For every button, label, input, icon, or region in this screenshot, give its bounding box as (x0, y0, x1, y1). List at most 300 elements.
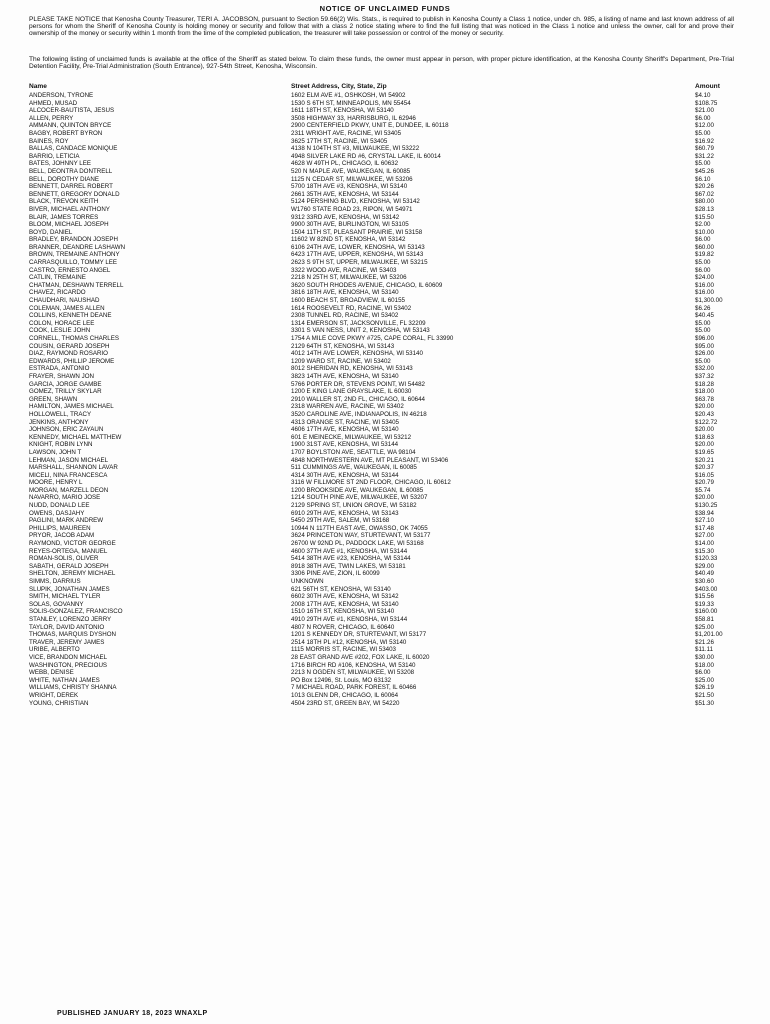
claimant-address: 2900 CENTERFIELD PKWY, UNIT E, DUNDEE, IL 60118 (291, 122, 449, 130)
claimant-name: COLLINS, KENNETH DEANE (29, 312, 112, 320)
table-row (29, 548, 749, 556)
claimant-address: 6602 30TH AVE, KENOSHA, WI 53142 (291, 593, 399, 601)
claim-amount: $122.72 (695, 418, 718, 426)
claimant-address: 1314 EMERSON ST, JACKSONVILLE, FL 32209 (291, 319, 426, 327)
table-row (29, 684, 749, 692)
claimant-name: SOLIS-GONZALEZ, FRANCISCO (29, 608, 123, 616)
table-row (29, 312, 749, 320)
claimant-name: HOLLOWELL, TRACY (29, 410, 92, 418)
claim-amount: $5.00 (695, 259, 711, 267)
claim-amount: $14.00 (695, 540, 714, 548)
claimant-name: CATLIN, TREMAINE (29, 274, 86, 282)
claim-amount: $16.00 (695, 281, 714, 289)
claim-amount: $16.00 (695, 289, 714, 297)
claimant-address: UNKNOWN (291, 578, 324, 585)
claimant-address: 2311 WRIGHT AVE, RACINE, WI 53405 (291, 129, 402, 137)
claimant-name: CASTRO, ERNESTO ANGEL (29, 266, 111, 274)
claimant-address: 2213 N OGDEN ST, MILWAUKEE, WI 53208 (291, 669, 415, 677)
claimant-name: BLACK, TREVON KEITH (29, 198, 99, 206)
claimant-address: 4628 W 49TH PL, CHICAGO, IL 60632 (291, 160, 399, 168)
claimant-name: NUDD, DONALD LEE (29, 502, 90, 510)
table-row (29, 358, 749, 366)
table-row (29, 145, 749, 153)
claimant-name: BOYD, DANIEL (29, 228, 73, 236)
claim-amount: $25.00 (695, 676, 714, 684)
claimant-name: CHATMAN, DESHAWN TERRELL (29, 281, 124, 289)
claimant-address: 4807 N ROVER, CHICAGO, IL 60640 (291, 623, 395, 631)
claimant-name: THOMAS, MARQUIS DYSHON (29, 631, 116, 639)
claim-amount: $403.00 (695, 585, 718, 593)
claimant-name: RAYMOND, VICTOR GEORGE (29, 540, 116, 548)
claimant-address: 3301 S VAN NESS, UNIT 2, KENOSHA, WI 53143 (291, 327, 430, 335)
claimant-address: 601 E MEINECKE, MILWAUKEE, WI 53212 (291, 433, 412, 441)
claimant-address: 1510 16TH ST, KENOSHA, WI 53140 (291, 608, 395, 616)
claimant-name: KNIGHT, ROBIN LYNN (29, 441, 93, 449)
claimant-address: 4606 17TH AVE, KENOSHA, WI 53140 (291, 426, 399, 434)
claim-amount: $5.00 (695, 327, 711, 335)
claim-amount: $18.63 (695, 433, 714, 441)
claim-amount: $24.00 (695, 274, 714, 282)
claimant-address: 1214 SOUTH PINE AVE, MILWAUKEE, WI 53207 (291, 494, 428, 502)
claimant-name: ROMAN-SOLIS, OLIVER (29, 555, 99, 563)
table-row (29, 510, 749, 518)
claimant-name: WILLIAMS, CHRISTY SHANNA (29, 684, 117, 692)
claimant-name: BRANNER, DEANDRE LASHAWN (29, 243, 126, 251)
claimant-name: REYES-ORTEGA, MANUEL (29, 547, 108, 555)
claimant-name: MARSHALL, SHANNON LAVAR (29, 464, 118, 472)
table-row (29, 608, 749, 616)
claimant-name: JOHNSON, ERIC ZAYAUN (29, 426, 104, 434)
table-row (29, 138, 749, 146)
claimant-address: 2318 WARREN AVE, RACINE, WI 53402 (291, 403, 404, 411)
claimant-name: LAWSON, JOHN T (29, 448, 82, 456)
intro-paragraph: PLEASE TAKE NOTICE that Kenosha County Treasurer, TERI A. JACOBSON, pursuant to Section 59.66(2) Wis. Stats., is required to publish in Kenosha County a Class 1 notice, under ch. 985, a listing of name and last known address of all persons for whom the Sheriff of Kenosha County is holding money or security and follow that with a class 2 notice stating where to find the full listing that was noticed in the Class 1 notice and unless the owner, call for and prove their ownership of the money or security within 1 month from the time of the completed publication, the treasurer will take possession or control of the money or security. (29, 16, 734, 38)
claimant-name: URIBE, ALBERTO (29, 646, 80, 654)
table-row (29, 214, 749, 222)
table-row (29, 669, 749, 677)
notice-title: NOTICE OF UNCLAIMED FUNDS (319, 4, 451, 13)
claimant-address: 4910 29TH AVE #1, KENOSHA, WI 53144 (291, 615, 408, 623)
claim-amount: $5.00 (695, 160, 711, 168)
claim-amount: $18.00 (695, 661, 714, 669)
claim-amount: $5.74 (695, 486, 711, 494)
claimant-address: 8012 SHERIDAN RD, KENOSHA, WI 53143 (291, 365, 413, 373)
claim-amount: $28.13 (695, 205, 714, 213)
publication-footer: PUBLISHED JANUARY 18, 2023 WNAXLP (57, 1010, 208, 1017)
claimant-name: JENKINS, ANTHONY (29, 418, 89, 426)
claimant-name: BAINES, ROY (29, 137, 69, 145)
claimant-name: BARRIO, LETICIA (29, 152, 80, 160)
table-row (29, 267, 749, 275)
table-row (29, 176, 749, 184)
table-row (29, 700, 749, 708)
claimant-address: 1125 N CEDAR ST, MILWAUKEE, WI 53206 (291, 175, 413, 183)
claimant-name: BRADLEY, BRANDON JOSEPH (29, 236, 118, 244)
claimant-address: 4314 30TH AVE, KENOSHA, WI 53144 (291, 471, 399, 479)
table-row (29, 183, 749, 191)
table-row (29, 677, 749, 685)
table-row (29, 487, 749, 495)
claimant-name: SABATH, GERALD JOSEPH (29, 562, 109, 570)
claimant-name: AMMANN, QUINTON BRYCE (29, 122, 112, 130)
claimant-address: 3116 W FILLMORE ST 2ND FLOOR, CHICAGO, IL 60612 (291, 479, 451, 487)
claimant-address: 1013 GLENN DR, CHICAGO, IL 60064 (291, 691, 399, 699)
claim-amount: $21.50 (695, 691, 714, 699)
claim-amount: $20.43 (695, 410, 714, 418)
claimant-address: 3625 17TH ST, RACINE, WI 53405 (291, 137, 388, 145)
claimant-address: 4313 ORANGE ST, RACINE, WI 53405 (291, 418, 399, 426)
claim-amount: $80.00 (695, 198, 714, 206)
claimant-name: LEHMAN, JASON MICHAEL (29, 456, 109, 464)
claim-amount: $16.05 (695, 471, 714, 479)
claim-amount: $108.75 (695, 99, 718, 107)
claim-amount: $15.56 (695, 593, 714, 601)
claim-amount: $130.25 (695, 502, 718, 510)
claimant-address: 3620 SOUTH RHODES AVENUE, CHICAGO, IL 60609 (291, 281, 443, 289)
claimant-address: 3823 14TH AVE, KENOSHA, WI 53140 (291, 372, 399, 380)
claimant-address: 7 MICHAEL ROAD, PARK FOREST, IL 60466 (291, 684, 417, 692)
claimant-name: ALCOCER-BAUTISTA, JESUS (29, 107, 115, 115)
table-row (29, 92, 749, 100)
claimant-address: 1754 A MILE COVE PKWY #725, CAPE CORAL, FL 33990 (291, 335, 454, 342)
claimant-address: 11602 W 82ND ST, KENOSHA, WI 53142 (291, 236, 406, 244)
unclaimed-funds-list (29, 92, 749, 707)
table-row (29, 206, 749, 214)
claimant-name: SIMMS, DARRIUS (29, 578, 81, 585)
table-row (29, 434, 749, 442)
claim-amount: $96.00 (695, 335, 714, 342)
claimant-name: DIAZ, RAYMOND ROSARIO (29, 350, 108, 358)
claim-amount: $17.48 (695, 524, 714, 532)
claim-amount: $15.50 (695, 213, 714, 221)
claim-amount: $6.00 (695, 236, 711, 244)
claimant-address: 6910 29TH AVE, KENOSHA, WI 53143 (291, 509, 399, 517)
table-row (29, 646, 749, 654)
claim-amount: $20.00 (695, 441, 714, 449)
claim-amount: $6.10 (695, 175, 711, 183)
table-row (29, 107, 749, 115)
claim-amount: $30.60 (695, 578, 714, 585)
claim-amount: $6.00 (695, 114, 711, 122)
claimant-address: 1611 18TH ST, KENOSHA, WI 53140 (291, 107, 394, 115)
claimant-name: COOK, LESLIE JOHN (29, 327, 91, 335)
table-row (29, 593, 749, 601)
claim-amount: $40.49 (695, 570, 714, 578)
claimant-name: CARRASQUILLO, TOMMY LEE (29, 259, 118, 267)
claim-amount: $51.30 (695, 699, 714, 707)
claimant-address: 621 56TH ST, KENOSHA, WI 53140 (291, 585, 391, 593)
table-header (29, 83, 749, 91)
table-row (29, 191, 749, 199)
claim-amount: $20.37 (695, 464, 714, 472)
claim-amount: $19.33 (695, 600, 714, 608)
claimant-name: TRAVER, JEREMY JAMES (29, 638, 105, 646)
claimant-address: 3520 CAROLINE AVE, INDIANAPOLIS, IN 46218 (291, 410, 427, 418)
claimant-name: BELL, DEONTRA DONTRELL (29, 167, 113, 175)
table-row (29, 639, 749, 647)
claim-amount: $20.00 (695, 494, 714, 502)
table-row (29, 335, 749, 343)
claimant-name: BALLAS, CANDACE MONIQUE (29, 145, 118, 153)
claimant-name: COLEMAN, JAMES ALLEN (29, 304, 105, 312)
claim-amount: $60.00 (695, 243, 714, 251)
table-row (29, 411, 749, 419)
claim-amount: $6.00 (695, 669, 711, 677)
claimant-address: 28 EAST GRAND AVE #202, FOX LAKE, IL 60020 (291, 653, 430, 661)
claimant-name: GOMEZ, TRILLY SKYLAR (29, 388, 102, 396)
table-row (29, 517, 749, 525)
table-row (29, 274, 749, 282)
claimant-name: MOORE, HENRY L (29, 479, 83, 487)
claimant-name: ESTRADA, ANTONIO (29, 365, 90, 373)
table-row (29, 464, 749, 472)
claimant-address: 2129 64TH ST, KENOSHA, WI 53143 (291, 342, 395, 350)
table-row (29, 570, 749, 578)
claimant-address: 2008 17TH AVE, KENOSHA, WI 53140 (291, 600, 399, 608)
claimant-address: 2129 SPRING ST, UNION GROVE, WI 53182 (291, 502, 417, 510)
claimant-name: NAVARRO, MARIO JOSE (29, 494, 101, 502)
claimant-name: HAMILTON, JAMES MICHAEL (29, 403, 114, 411)
claimant-address: W1760 STATE ROAD 23, RIPON, WI 54971 (291, 205, 413, 213)
claim-amount: $20.26 (695, 183, 714, 191)
claimant-name: PRYOR, JACOB ADAM (29, 532, 95, 540)
claim-amount: $11.11 (695, 646, 714, 654)
table-row (29, 373, 749, 381)
claimant-address: 4138 N 104TH ST #3, MILWAUKEE, WI 53222 (291, 145, 420, 153)
claimant-name: BIVER, MICHAEL ANTHONY (29, 205, 110, 213)
claimant-address: 5766 PORTER DR, STEVENS POINT, WI 54482 (291, 380, 425, 388)
claimant-name: BENNETT, GREGORY DONALD (29, 190, 120, 198)
table-row (29, 130, 749, 138)
claimant-address: 3322 WOOD AVE, RACINE, WI 53403 (291, 266, 397, 274)
claimant-address: 1209 WARD ST, RACINE, WI 53402 (291, 357, 391, 365)
table-row (29, 365, 749, 373)
claimant-name: CHAUDHARI, NAUSHAD (29, 297, 100, 305)
claim-amount: $18.00 (695, 388, 714, 396)
claimant-name: BELL, DOROTHY DIANE (29, 175, 100, 183)
claim-amount: $60.79 (695, 145, 714, 153)
claimant-name: FRAYER, SHAWN JON (29, 372, 94, 380)
table-row (29, 229, 749, 237)
table-row (29, 244, 749, 252)
table-row (29, 624, 749, 632)
table-row (29, 100, 749, 108)
claim-amount: $30.00 (695, 653, 714, 661)
claim-amount: $6.26 (695, 304, 711, 312)
claimant-name: ANDERSON, TYRONE (29, 92, 94, 99)
claimant-name: TAYLOR, DAVID ANTONIO (29, 623, 105, 631)
claim-amount: $32.00 (695, 365, 714, 373)
claimant-name: SMITH, MICHAEL TYLER (29, 593, 101, 601)
table-row (29, 662, 749, 670)
claimant-address: 1602 ELM AVE #1, OSHKOSH, WI 54902 (291, 92, 406, 99)
table-row (29, 472, 749, 480)
claimant-address: 26700 W 92ND PL, PADDOCK LAKE, WI 53168 (291, 540, 424, 548)
claimant-name: PHILLIPS, MAUREEN (29, 524, 91, 532)
claim-amount: $10.00 (695, 228, 714, 236)
claim-amount: $5.00 (695, 357, 711, 365)
claimant-address: 1201 S KENNEDY DR, STURTEVANT, WI 53177 (291, 631, 427, 639)
claim-amount: $16.92 (695, 137, 714, 145)
table-row (29, 221, 749, 229)
claimant-address: 1707 BOYLSTON AVE, SEATTLE, WA 98104 (291, 448, 416, 456)
claim-amount: $37.32 (695, 372, 714, 380)
claimant-name: SOLAS, GOVANNY (29, 600, 84, 608)
table-row (29, 525, 749, 533)
claimant-name: ALLEN, PERRY (29, 114, 74, 122)
claimant-name: MICELI, NINA FRANCESCA (29, 471, 108, 479)
table-row (29, 457, 749, 465)
address-column-header: Street Address, City, State, Zip (291, 83, 387, 90)
claimant-name: MORGAN, MARZELL DEON (29, 486, 109, 494)
claimant-address: 6423 17TH AVE, UPPER, KENOSHA, WI 53143 (291, 251, 424, 259)
claimant-address: 4012 14TH AVE LOWER, KENOSHA, WI 53140 (291, 350, 423, 358)
claim-amount: $21.26 (695, 638, 714, 646)
table-row (29, 168, 749, 176)
claim-amount: $6.00 (695, 266, 711, 274)
claim-amount: $20.00 (695, 426, 714, 434)
claimant-name: BLAIR, JAMES TORRES (29, 213, 99, 221)
table-row (29, 654, 749, 662)
claimant-name: GREEN, SHAWN (29, 395, 78, 403)
table-row (29, 320, 749, 328)
claim-amount: $26.19 (695, 684, 714, 692)
claimant-name: PAGLINI, MARK ANDREW (29, 517, 104, 525)
claimant-address: 1200 BROOKSIDE AVE, WAUKEGAN, IL 60085 (291, 486, 424, 494)
table-row (29, 631, 749, 639)
claimant-address: 1716 BIRCH RD #106, KENOSHA, WI 53140 (291, 661, 416, 669)
claimant-name: CHAVEZ, RICARDO (29, 289, 86, 297)
table-row (29, 198, 749, 206)
claimant-address: 2661 35TH AVE, KENOSHA, WI 53144 (291, 190, 399, 198)
claimant-name: WRIGHT, DEREK (29, 691, 79, 699)
table-row (29, 115, 749, 123)
claimant-address: 3624 PRINCETON WAY, STURTEVANT, WI 53177 (291, 532, 431, 540)
table-row (29, 449, 749, 457)
table-row (29, 540, 749, 548)
claim-amount: $20.79 (695, 479, 714, 487)
claimant-name: AHMED, MUSAD (29, 99, 78, 107)
table-row (29, 441, 749, 449)
claim-amount: $1,201.00 (695, 631, 723, 639)
claimant-name: KENNEDY, MICHAEL MATTHEW (29, 433, 122, 441)
table-row (29, 388, 749, 396)
claim-amount: $20.21 (695, 456, 714, 464)
claimant-address: 9312 33RD AVE, KENOSHA, WI 53142 (291, 213, 400, 221)
claimant-address: 2623 S 9TH ST, UPPER, MILWAUKEE, WI 53215 (291, 259, 428, 267)
table-row (29, 153, 749, 161)
claim-amount: $4.10 (695, 92, 711, 99)
claimant-address: 2910 WALLER ST, 2ND FL, CHICAGO, IL 60644 (291, 395, 426, 403)
claimant-address: 2514 18TH PL #12, KENOSHA, WI 53140 (291, 638, 407, 646)
claimant-name: BATES, JOHNNY LEE (29, 160, 92, 168)
claimant-name: YOUNG, CHRISTIAN (29, 699, 89, 707)
claim-amount: $58.81 (695, 615, 714, 623)
claimant-address: 1530 S 6TH ST, MINNEAPOLIS, MN 55454 (291, 99, 411, 107)
claim-amount: $19.82 (695, 251, 714, 259)
claimant-address: 3816 18TH AVE, KENOSHA, WI 53140 (291, 289, 399, 297)
table-row (29, 578, 749, 586)
claimant-name: CORNELL, THOMAS CHARLES (29, 335, 119, 342)
claim-amount: $25.00 (695, 623, 714, 631)
table-row (29, 251, 749, 259)
claimant-address: 1614 ROOSEVELT RD, RACINE, WI 53402 (291, 304, 412, 312)
claim-amount: $12.00 (695, 122, 714, 130)
claim-amount: $67.02 (695, 190, 714, 198)
claimant-name: COUSIN, GERARD JOSEPH (29, 342, 110, 350)
table-row (29, 396, 749, 404)
claimant-address: 3306 PINE AVE, ZION, IL 60099 (291, 570, 380, 578)
claim-amount: $160.00 (695, 608, 718, 616)
claimant-name: COLON, HORACE LEE (29, 319, 95, 327)
claim-amount: $45.26 (695, 167, 714, 175)
claim-amount: $1,300.00 (695, 297, 723, 305)
claimant-address: 4600 37TH AVE #1, KENOSHA, WI 53144 (291, 547, 408, 555)
claim-amount: $120.33 (695, 555, 718, 563)
claim-amount: $20.00 (695, 403, 714, 411)
table-row (29, 494, 749, 502)
claimant-address: 2308 TUNNEL RD, RACINE, WI 53402 (291, 312, 399, 320)
claim-amount: $21.00 (695, 107, 714, 115)
name-column-header: Name (29, 83, 47, 90)
table-row (29, 236, 749, 244)
claimant-name: EDWARDS, PHILLIP JEROME (29, 357, 115, 365)
table-row (29, 160, 749, 168)
claim-amount: $27.10 (695, 517, 714, 525)
detail-paragraph: The following listing of unclaimed funds is available at the office of the Sheriff as stated below. To claim these funds, the owner must appear in person, with proper picture identification, at the Kenosha County Sheriff's Department, Pre-Trial Detention Facility, Pre-Trial Administration (South Entrance), 927-54th Street, Kenosha, Wisconsin. (29, 56, 734, 71)
table-row (29, 601, 749, 609)
claim-amount: $2.00 (695, 221, 711, 229)
table-row (29, 259, 749, 267)
claimant-address: 9900 30TH AVE, BURLINGTON, WI 53105 (291, 221, 409, 229)
claimant-address: 1504 11TH ST, PLEASANT PRAIRIE, WI 53158 (291, 228, 423, 236)
claimant-name: BROWN, TREMAINE ANTHONY (29, 251, 120, 259)
claimant-address: 5414 38TH AVE #23, KENOSHA, WI 53144 (291, 555, 411, 563)
table-row (29, 479, 749, 487)
claimant-address: 1600 BEACH ST, BROADVIEW, IL 60155 (291, 297, 405, 305)
table-row (29, 586, 749, 594)
claim-amount: $26.00 (695, 350, 714, 358)
claimant-address: 5124 PERSHING BLVD, KENOSHA, WI 53142 (291, 198, 420, 206)
claimant-address: 5450 29TH AVE, SALEM, WI 53168 (291, 517, 390, 525)
claimant-name: OWENS, DASJAHY (29, 509, 85, 517)
table-row (29, 305, 749, 313)
claim-amount: $31.22 (695, 152, 714, 160)
claimant-address: 1200 E KING LANE GRAYSLAKE, IL 60030 (291, 388, 412, 396)
claimant-name: BAGBY, ROBERT BYRON (29, 129, 103, 137)
claimant-name: BENNETT, DARREL ROBERT (29, 183, 113, 191)
table-row (29, 297, 749, 305)
table-row (29, 381, 749, 389)
claimant-address: 4848 NORTHWESTERN AVE, MT PLEASANT, WI 53406 (291, 456, 449, 464)
claimant-address: 8918 38TH AVE, TWIN LAKES, WI 53181 (291, 562, 406, 570)
claimant-name: WHITE, NATHAN JAMES (29, 676, 100, 684)
claim-amount: $15.30 (695, 547, 714, 555)
claim-amount: $18.28 (695, 380, 714, 388)
claimant-name: STANLEY, LORENZO JERRY (29, 615, 112, 623)
claim-amount: $29.00 (695, 562, 714, 570)
claimant-address: 520 N MAPLE AVE, WAUKEGAN, IL 60085 (291, 167, 411, 175)
table-row (29, 403, 749, 411)
table-row (29, 282, 749, 290)
claimant-address: 4948 SILVER LAKE RD #6, CRYSTAL LAKE, IL 60014 (291, 152, 441, 160)
claimant-address: 4504 23RD ST, GREEN BAY, WI 54220 (291, 699, 400, 707)
claimant-name: SLUPIK, JONATHAN JAMES (29, 585, 110, 593)
claim-amount: $5.00 (695, 129, 711, 137)
table-row (29, 419, 749, 427)
claimant-address: 511 CUMMINGS AVE, WAUKEGAN, IL 60085 (291, 464, 417, 472)
claim-amount: $40.45 (695, 312, 714, 320)
